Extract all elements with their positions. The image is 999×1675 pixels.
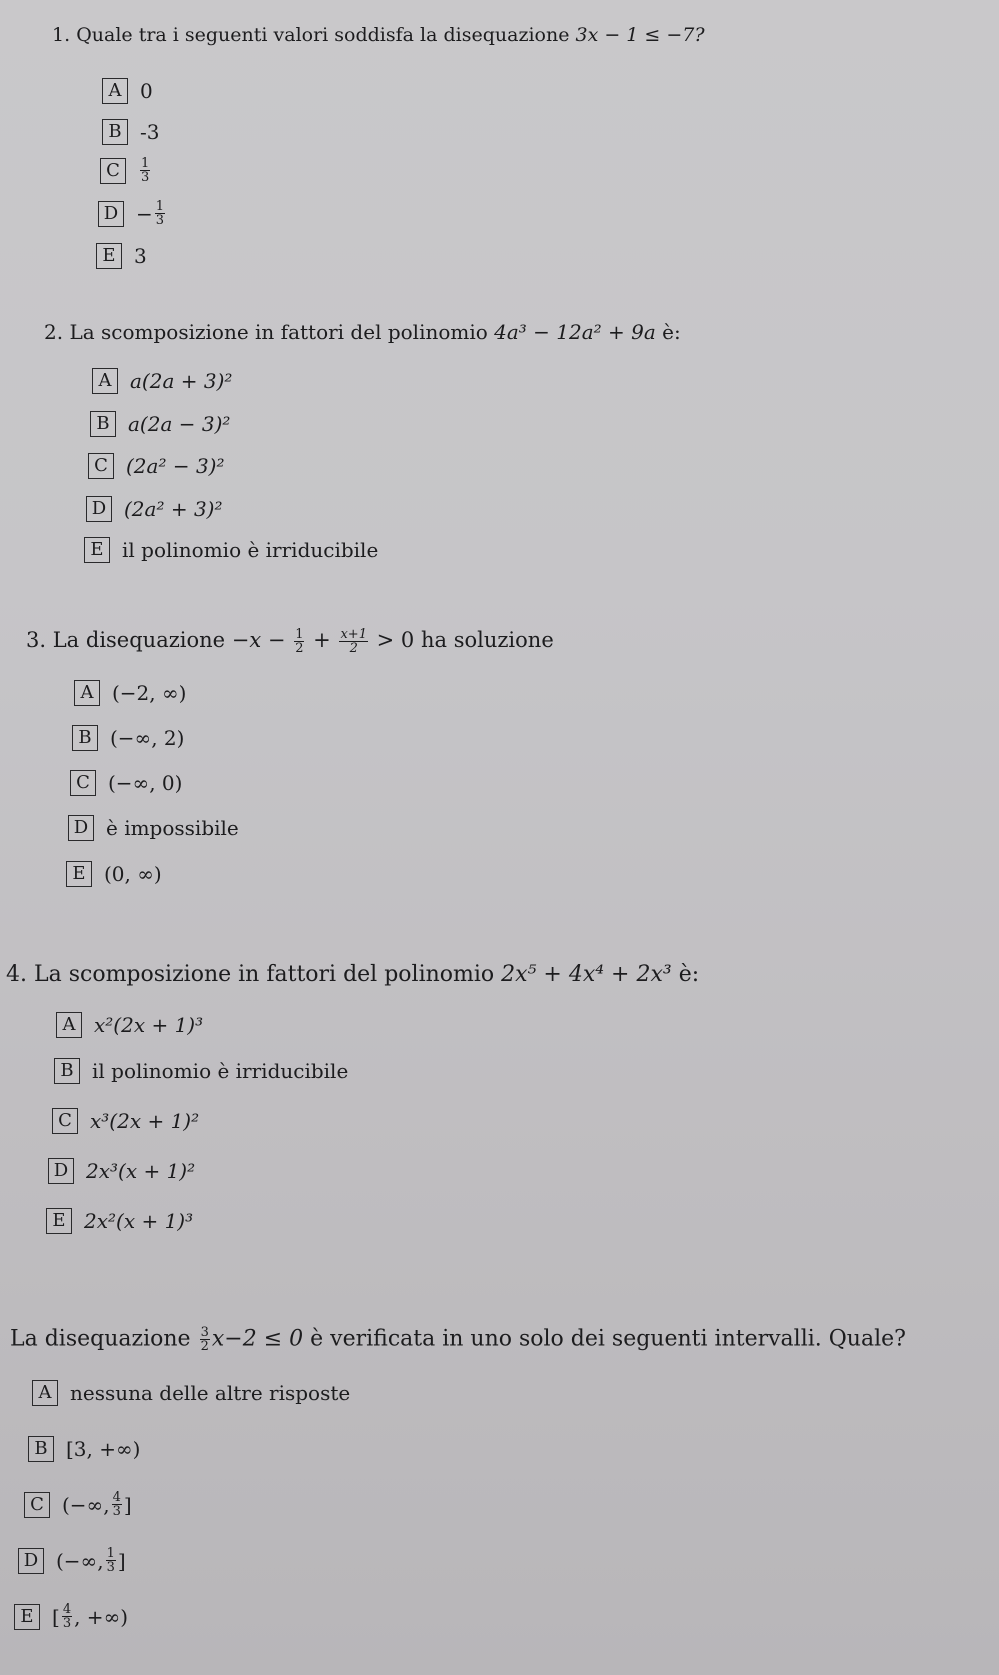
option-letter: E — [84, 537, 110, 563]
option-text: (2a² + 3)² — [124, 497, 223, 521]
option-text: x²(2x + 1)³ — [94, 1013, 204, 1037]
option-letter: B — [54, 1058, 80, 1084]
question-text: La scomposizione in fattori del polinomio — [34, 962, 495, 987]
option-1e[interactable] — [96, 243, 147, 269]
option-letter: D — [48, 1158, 74, 1184]
question-3-stem — [26, 628, 554, 655]
interval-close: , +∞) — [74, 1604, 129, 1629]
option-letter: D — [98, 201, 124, 227]
option-text: -3 — [140, 120, 160, 144]
option-2b[interactable] — [90, 411, 230, 437]
question-suffix: ha soluzione — [420, 628, 554, 652]
option-text: a(2a + 3)² — [130, 369, 233, 393]
option-letter: E — [96, 243, 122, 269]
option-3d[interactable] — [68, 815, 239, 841]
option-3e[interactable] — [66, 861, 162, 887]
option-1b[interactable] — [102, 119, 159, 145]
fraction: $\frac{1}{3}$ — [155, 199, 165, 228]
option-letter: B — [90, 411, 116, 437]
question-suffix: è verificata in uno solo dei seguenti intervalli. Quale? — [310, 1326, 906, 1352]
question-expression: 3x − 1 ≤ −7? — [575, 24, 705, 46]
question-number: 1. — [52, 24, 71, 46]
question-expression: 2x⁵ + 4x⁴ + 2x³ — [501, 962, 672, 987]
option-text: è impossibile — [106, 816, 239, 840]
option-text: 2x²(x + 1)³ — [84, 1209, 194, 1233]
option-text: x³(2x + 1)² — [90, 1109, 200, 1133]
question-suffix: è: — [678, 962, 700, 987]
option-letter: C — [52, 1108, 78, 1134]
option-5b[interactable] — [28, 1436, 140, 1462]
option-text: (−∞, 0) — [108, 771, 183, 795]
interval-close: ] — [123, 1492, 132, 1517]
option-4b[interactable] — [54, 1058, 348, 1084]
option-letter: A — [32, 1380, 58, 1406]
option-letter: D — [18, 1548, 44, 1574]
option-letter: C — [24, 1492, 50, 1518]
option-text: il polinomio è irriducibile — [92, 1059, 349, 1083]
fraction: $\frac{x+1}{2}$ — [340, 627, 367, 656]
option-text: nessuna delle altre risposte — [70, 1381, 351, 1405]
option-text: (2a² − 3)² — [126, 454, 225, 478]
option-3c[interactable] — [70, 770, 182, 796]
question-number: 3. — [26, 628, 47, 652]
option-5c[interactable] — [24, 1491, 132, 1518]
option-5a[interactable] — [32, 1380, 350, 1406]
option-letter: D — [68, 815, 94, 841]
option-text: (−2, ∞) — [112, 681, 187, 705]
interval-close: ] — [117, 1548, 126, 1573]
option-prefix: − — [136, 201, 153, 226]
option-1d[interactable] — [98, 200, 167, 227]
option-letter: A — [74, 680, 100, 706]
option-4e[interactable] — [46, 1208, 193, 1234]
option-letter: D — [86, 496, 112, 522]
option-4a[interactable] — [56, 1012, 203, 1038]
option-2d[interactable] — [86, 496, 223, 522]
question-expression: x−2 ≤ 0 — [211, 1326, 304, 1352]
fraction: $\frac{1}{3}$ — [106, 1546, 115, 1575]
fraction: $\frac{3}{2}$ — [200, 1325, 209, 1354]
option-4c[interactable] — [52, 1108, 199, 1134]
option-5d[interactable] — [18, 1547, 126, 1574]
fraction: $\frac{4}{3}$ — [62, 1602, 72, 1631]
question-4-stem — [6, 962, 699, 987]
fraction: $\frac{1}{2}$ — [295, 627, 304, 656]
option-text: 2x³(x + 1)² — [86, 1159, 196, 1183]
option-letter: B — [28, 1436, 54, 1462]
question-2-stem — [44, 320, 681, 344]
question-text: La disequazione — [52, 628, 226, 652]
option-letter: C — [88, 453, 114, 479]
option-letter: C — [100, 158, 126, 184]
option-2a[interactable] — [92, 368, 232, 394]
option-letter: E — [46, 1208, 72, 1234]
option-3a[interactable] — [74, 680, 186, 706]
question-number: 4. — [6, 962, 27, 987]
option-5e[interactable] — [14, 1603, 128, 1630]
question-expression: 4a³ − 12a² + 9a — [494, 320, 656, 344]
option-text: (0, ∞) — [104, 862, 162, 886]
question-text: Quale tra i seguenti valori soddisfa la disequazione — [76, 24, 570, 46]
fraction: $\frac{1}{3}$ — [141, 156, 150, 185]
option-letter: C — [70, 770, 96, 796]
question-suffix: è: — [662, 320, 681, 344]
option-text: a(2a − 3)² — [128, 412, 231, 436]
expr-part: > 0 — [376, 628, 415, 652]
option-3b[interactable] — [72, 725, 184, 751]
fraction: $\frac{4}{3}$ — [112, 1490, 121, 1519]
option-letter: A — [92, 368, 118, 394]
option-letter: E — [14, 1604, 40, 1630]
option-text: 3 — [134, 244, 147, 268]
option-letter: B — [102, 119, 128, 145]
interval-open: (−∞, — [56, 1548, 104, 1573]
option-2e[interactable] — [84, 537, 378, 563]
option-4d[interactable] — [48, 1158, 195, 1184]
interval-open: (−∞, — [62, 1492, 110, 1517]
option-text: (−∞, 2) — [110, 726, 185, 750]
question-text: La disequazione — [10, 1326, 191, 1352]
question-1-stem — [52, 24, 705, 46]
option-letter: E — [66, 861, 92, 887]
expr-part: −x − — [231, 628, 286, 652]
question-text: La scomposizione in fattori del polinomio — [69, 320, 488, 344]
interval-open: [ — [52, 1604, 60, 1629]
option-letter: A — [56, 1012, 82, 1038]
expr-part: + — [313, 628, 331, 652]
option-text: il polinomio è irriducibile — [122, 538, 379, 562]
option-2c[interactable] — [88, 453, 225, 479]
option-text: [3, +∞) — [66, 1437, 141, 1461]
option-1a[interactable] — [102, 78, 153, 104]
option-text: 0 — [140, 79, 153, 103]
question-5-stem — [10, 1326, 906, 1353]
option-1c[interactable] — [100, 157, 152, 184]
option-letter: B — [72, 725, 98, 751]
option-letter: A — [102, 78, 128, 104]
question-number: 2. — [44, 320, 64, 344]
